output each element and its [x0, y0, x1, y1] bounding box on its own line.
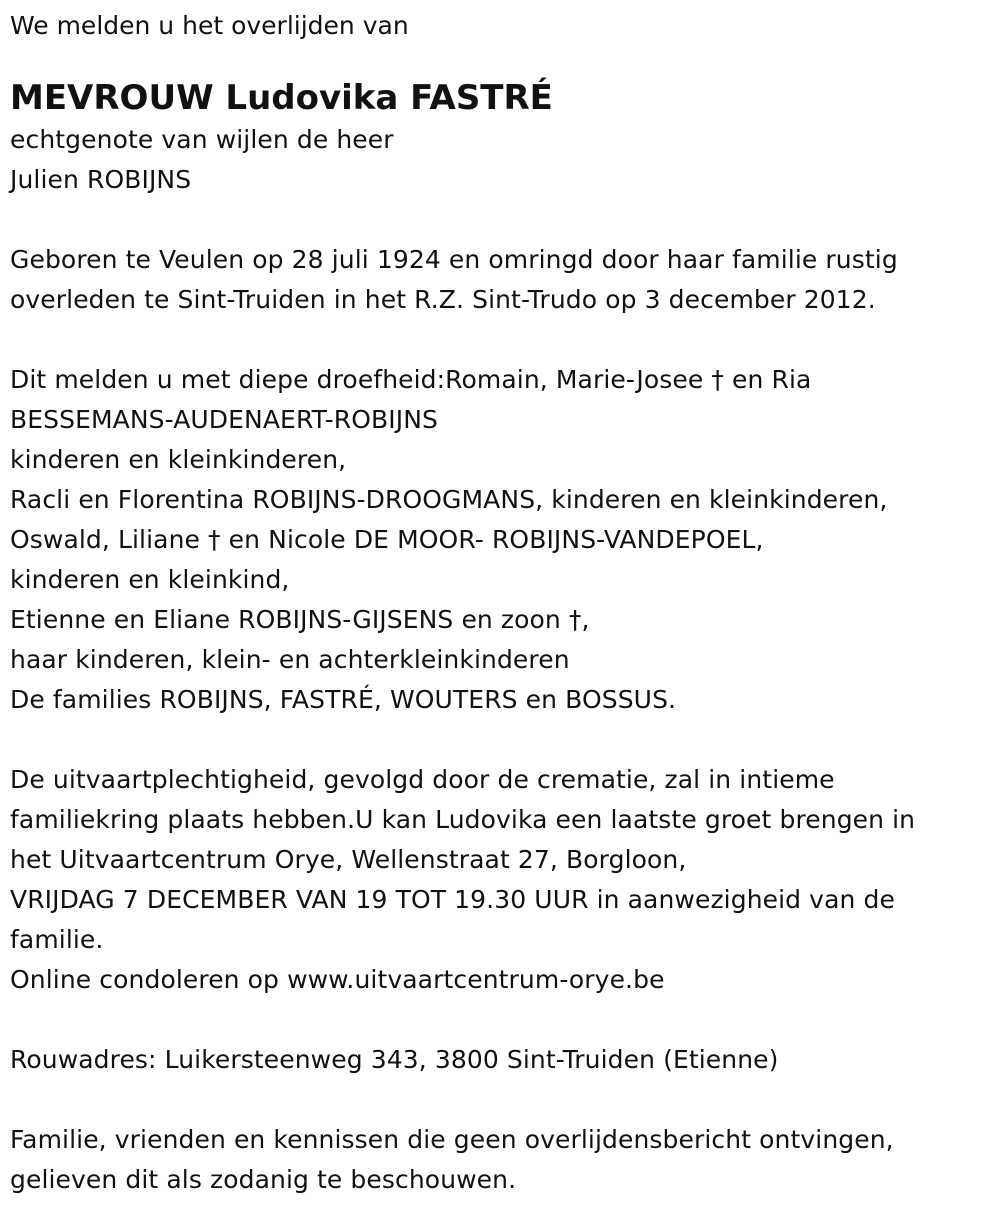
birth-death-line: Geboren te Veulen op 28 juli 1924 en omringd door haar familie rustig [10, 245, 898, 274]
spacer [10, 320, 990, 360]
family-line: Oswald, Liliane † en Nicole DE MOOR- ROBIJNS-VANDEPOEL, [10, 525, 764, 554]
ceremony-line: het Uitvaartcentrum Orye, Wellenstraat 27, Borgloon, [10, 845, 687, 874]
family-line: Etienne en Eliane ROBIJNS-GIJSENS en zoon †, [10, 605, 590, 634]
intro-text: We melden u het overlijden van [10, 11, 409, 40]
spouse-name: Julien ROBIJNS [10, 165, 192, 194]
family-line: kinderen en kleinkinderen, [10, 445, 347, 474]
condolence-line: Online condoleren op www.uitvaartcentrum-orye.be [10, 965, 665, 994]
family-line: BESSEMANS-AUDENAERT-ROBIJNS [10, 405, 439, 434]
spouse-line: echtgenote van wijlen de heer [10, 125, 394, 154]
spacer [10, 200, 990, 240]
obituary-notice [10, 6, 990, 1200]
ceremony-line: familiekring plaats hebben.U kan Ludovika een laatste groet brengen in [10, 805, 916, 834]
family-line: Dit melden u met diepe droefheid:Romain, Marie-Josee † en Ria [10, 365, 812, 394]
deceased-name: MEVROUW Ludovika FASTRÉ [10, 78, 553, 118]
spacer [10, 1080, 990, 1120]
ceremony-line: familie. [10, 925, 104, 954]
mourning-address: Rouwadres: Luikersteenweg 343, 3800 Sint-Truiden (Etienne) [10, 1045, 779, 1074]
spacer [10, 720, 990, 760]
family-line: haar kinderen, klein- en achterkleinkinderen [10, 645, 570, 674]
closing-line: gelieven dit als zodanig te beschouwen. [10, 1165, 517, 1194]
birth-death-line: overleden te Sint-Truiden in het R.Z. Sint-Trudo op 3 december 2012. [10, 285, 876, 314]
family-line: De families ROBIJNS, FASTRÉ, WOUTERS en BOSSUS. [10, 685, 677, 714]
ceremony-line: VRIJDAG 7 DECEMBER VAN 19 TOT 19.30 UUR in aanwezigheid van de [10, 885, 895, 914]
spacer [10, 1000, 990, 1040]
family-line: Racli en Florentina ROBIJNS-DROOGMANS, kinderen en kleinkinderen, [10, 485, 888, 514]
family-line: kinderen en kleinkind, [10, 565, 290, 594]
closing-line: Familie, vrienden en kennissen die geen overlijdensbericht ontvingen, [10, 1125, 894, 1154]
ceremony-line: De uitvaartplechtigheid, gevolgd door de crematie, zal in intieme [10, 765, 835, 794]
